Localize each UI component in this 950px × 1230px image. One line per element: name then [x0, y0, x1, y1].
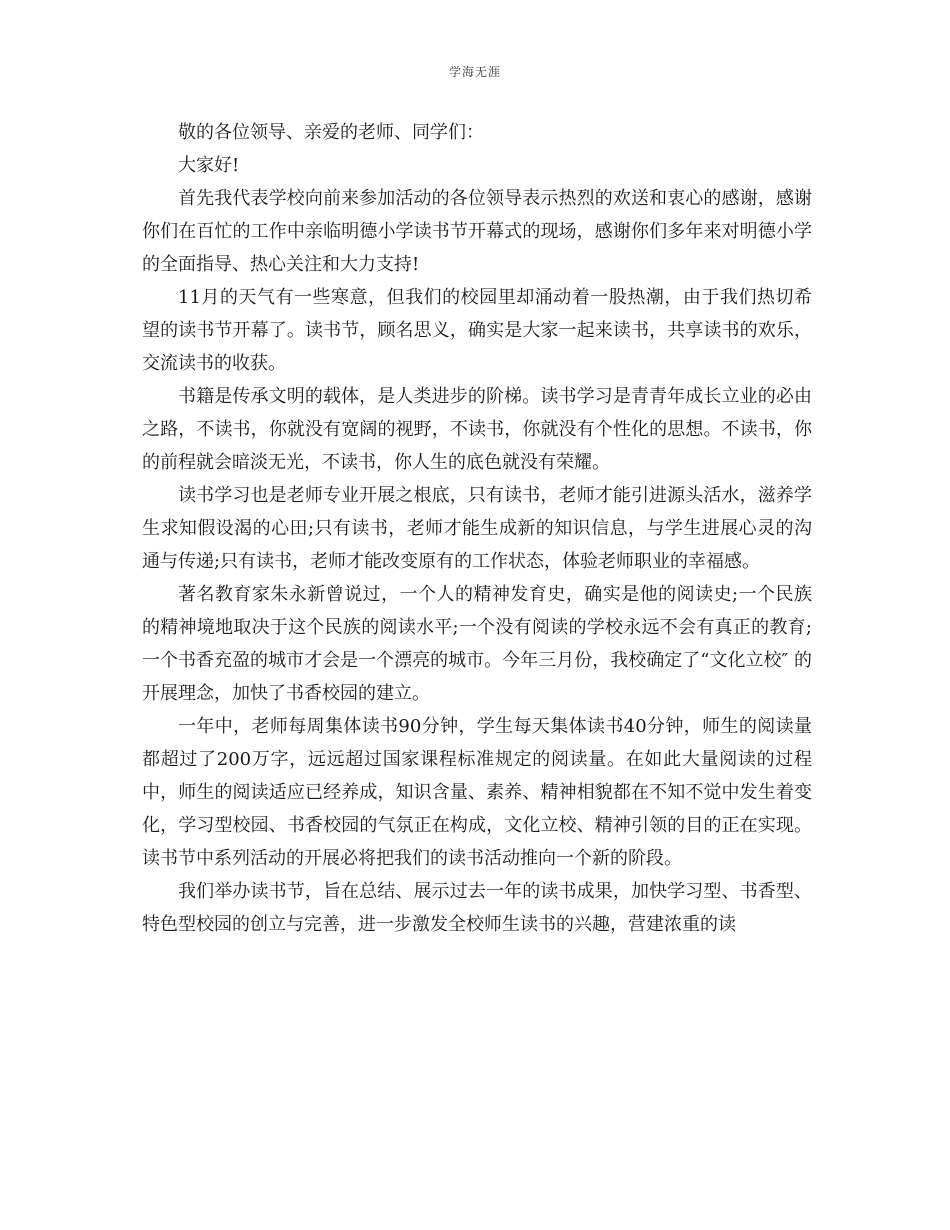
page-header: 学海无涯 — [448, 65, 501, 79]
paragraph-welcome: 首先我代表学校向前来参加活动的各位领导表示热烈的欢送和衷心的感谢，感谢你们在百忙的工作中亲临明德小学读书节开幕式的现场，感谢你们多年来对明德小学的全面指导、热心关注和大力支持! — [142, 188, 812, 275]
salutation: 敬的各位领导、亲爱的老师、同学们： — [178, 122, 484, 143]
paragraph-festival-opening: 11月的天气有一些寒意，但我们的校园里却涌动着一股热潮，由于我们热切希望的读书节开幕了。读书节，顾名思义，确实是大家一起来读书，共享读书的欢乐，交流读书的收获。 — [142, 287, 812, 374]
greeting: 大家好! — [178, 155, 240, 176]
paragraph-teachers: 读书学习也是老师专业开展之根底，只有读书，老师才能引进源头活水，滋养学生求知假设渴的心田;只有读书，老师才能生成新的知识信息，与学生进展心灵的沟通与传递;只有读书，老师才能改变原有的工作状态，体验老师职业的幸福感。 — [142, 485, 812, 572]
paragraph-festival-purpose: 我们举办读书节，旨在总结、展示过去一年的读书成果，加快学习型、书香型、特色型校园的创立与完善，进一步激发全校师生读书的兴趣，营建浓重的读 — [142, 881, 812, 935]
paragraph-books: 书籍是传承文明的载体，是人类进步的阶梯。读书学习是青青年成长立业的必由之路，不读书，你就没有宽阔的视野，不读书，你就没有个性化的思想。不读书，你的前程就会暗淡无光，不读书，你人生的底色就没有荣耀。 — [142, 386, 812, 473]
document-body — [142, 116, 812, 941]
paragraph-educator-quote: 著名教育家朱永新曾说过，一个人的精神发育史，确实是他的阅读史;一个民族的精神境地取决于这个民族的阅读水平;一个没有阅读的学校永远不会有真正的教育;一个书香充盈的城市才会是一个漂亮的城市。今年三月份，我校确定了“文化立校″ 的开展理念，加快了书香校园的建立。 — [142, 584, 812, 704]
paragraph-reading-stats: 一年中，老师每周集体读书90分钟，学生每天集体读书40分钟，师生的阅读量都超过了200万字，远远超过国家课程标准规定的阅读量。在如此大量阅读的过程中，师生的阅读适应已经养成，知识含量、素养、精神相貌都在不知不觉中发生着变化，学习型校园、书香校园的气氛正在构成，文化立校、精神引领的目的正在实现。读书节中系列活动的开展必将把我们的读书活动推向一个新的阶段。 — [142, 716, 812, 869]
